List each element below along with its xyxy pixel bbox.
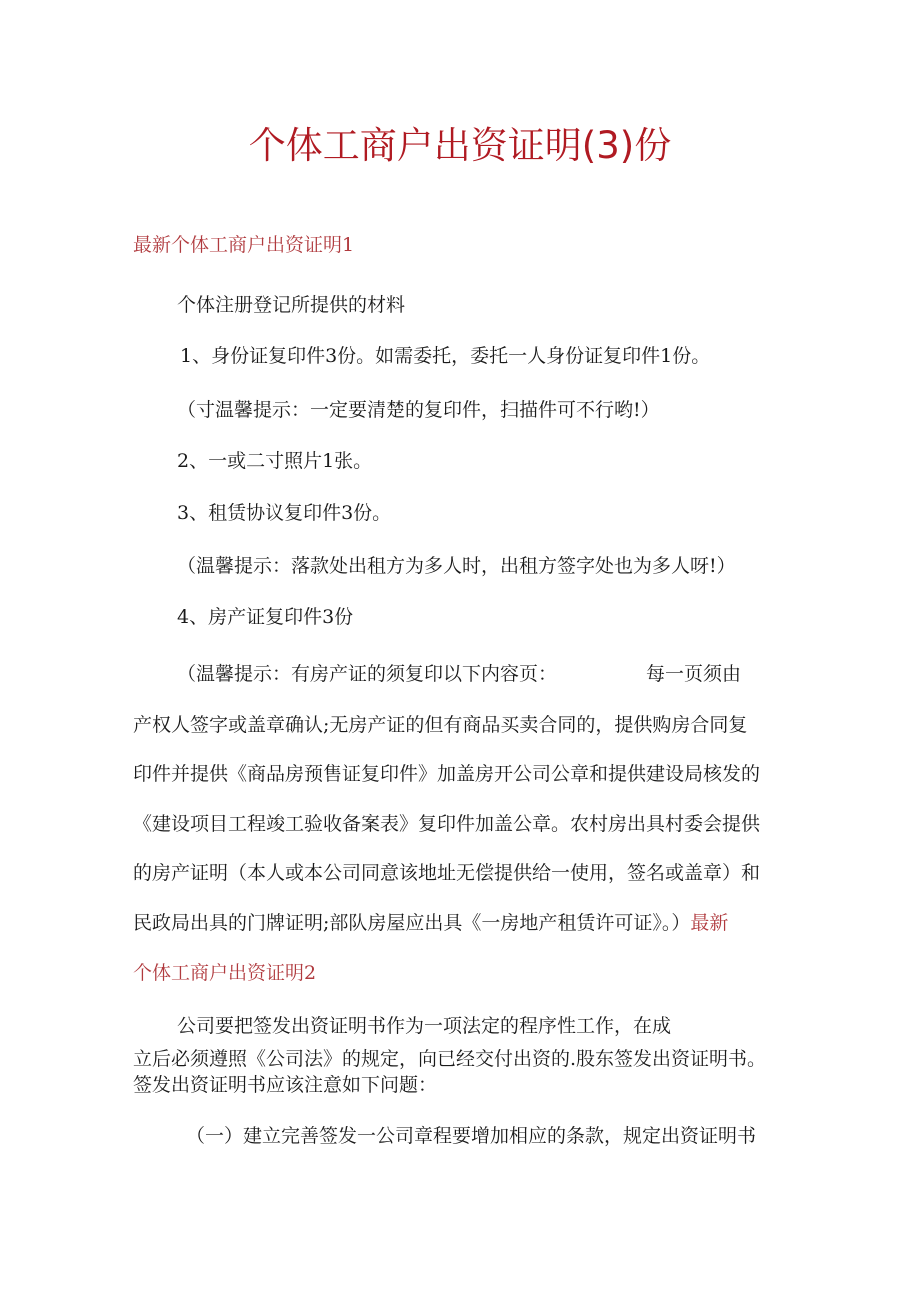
list-item-4: 4、房产证复印件3份 <box>177 606 354 628</box>
document-title: 个体工商户出资证明(3)份 <box>248 124 672 167</box>
section-heading-1: 最新个体工商户出资证明1 <box>133 234 355 256</box>
list-item-4-tip-line: 的房产证明（本人或本公司同意该地址无偿提供给一使用，签名或盖章）和 <box>133 862 761 884</box>
list-item-3: 3、租赁协议复印件3份。 <box>177 502 392 524</box>
section-heading-2-start: 最新 <box>690 912 729 934</box>
list-item-3-tip: （温馨提示：落款处出租方为多人时，出租方签字处也为多人呀!） <box>177 555 736 577</box>
section-heading-2: 个体工商户出资证明2 <box>133 962 317 984</box>
list-item-4-tip-continued: 每一页须由 <box>646 663 742 685</box>
list-item-4-tip-line <box>133 914 728 933</box>
materials-intro: 个体注册登记所提供的材料 <box>177 294 406 316</box>
list-item-4-tip-line: 《建设项目工程竣工验收备案表》复印件加盖公章。农村房出具村委会提供 <box>133 813 761 835</box>
list-item-4-tip-line: 产权人签字或盖章确认;无房产证的但有商品买卖合同的，提供购房合同复 <box>133 714 748 736</box>
list-item-4-tip-start: （温馨提示：有房产证的须复印以下内容页： <box>177 663 558 685</box>
list-item-4-tip-end: 民政局出具的门牌证明;部队房屋应出具《一房地产租赁许可证》。） <box>133 912 691 934</box>
company-paragraph-line: 公司要把签发出资证明书作为一项法定的程序性工作，在成 <box>177 1015 672 1037</box>
company-paragraph-line: 立后必须遵照《公司法》的规定，向已经交付出资的.股东签发出资证明书。 <box>133 1048 767 1070</box>
list-item-4-tip-line: 印件并提供《商品房预售证复印件》加盖房开公司公章和提供建设局核发的 <box>133 763 761 785</box>
list-item-1-tip: （寸温馨提示：一定要清楚的复印件，扫描件可不行哟!） <box>177 399 660 421</box>
list-item-1: 1、身份证复印件3份。如需委托，委托一人身份证复印件1份。 <box>180 345 711 367</box>
clause-1: （一）建立完善签发一公司章程要增加相应的条款，规定出资证明书 <box>186 1125 757 1147</box>
company-paragraph-line: 签发出资证明书应该注意如下问题： <box>133 1074 438 1096</box>
list-item-2: 2、一或二寸照片1张。 <box>177 450 373 472</box>
